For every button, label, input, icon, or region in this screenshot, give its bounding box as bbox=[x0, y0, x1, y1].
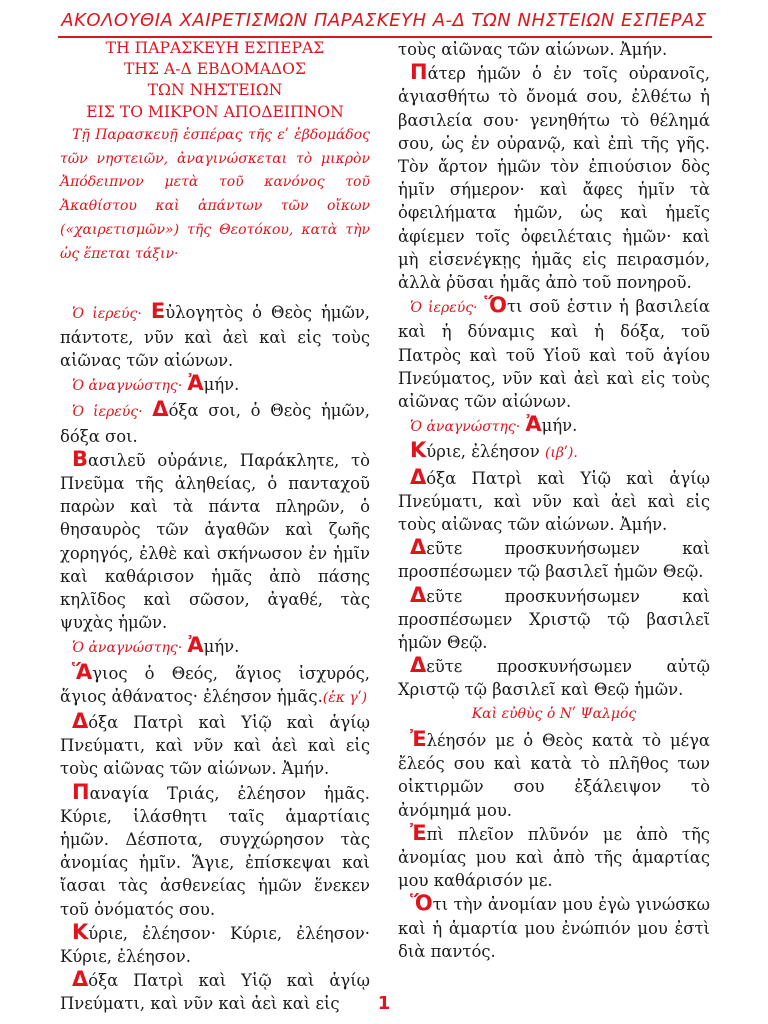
drop-initial: Ἀ bbox=[187, 633, 204, 658]
paragraph-text: μήν. bbox=[541, 416, 578, 436]
drop-initial: Ὅ bbox=[484, 293, 507, 318]
paragraph-text: εῦτε προσκυνήσωμεν αὐτῷ Χριστῷ τῷ βασιλεῖ καὶ Θεῷ ἡμῶν. bbox=[398, 657, 710, 700]
paragraph bbox=[398, 536, 710, 583]
paragraph bbox=[398, 466, 710, 537]
paragraph bbox=[398, 413, 710, 439]
drop-initial: Ἀ bbox=[187, 371, 204, 396]
left-column bbox=[60, 38, 370, 1016]
drop-initial: Ὅ bbox=[410, 891, 433, 916]
speaker-role: Ὁ ἀναγνώστης· bbox=[72, 378, 183, 395]
drop-initial: Δ bbox=[72, 967, 89, 992]
paragraph bbox=[398, 728, 710, 822]
speaker-role: Ὁ ἱερεύς· bbox=[72, 404, 143, 421]
paragraph bbox=[60, 372, 370, 398]
title-line-2: ΤΗΣ Α-Δ ΕΒΔΟΜΑΔΟΣ bbox=[124, 60, 306, 79]
running-header: ΑΚΟΛΟΥΘΙΑ ΧΑΙΡΕΤΙΣΜΩΝ ΠΑΡΑΣΚΕΥΗ Α-Δ ΤΩΝ ΝΗΣΤΕΙΩΝ ΕΣΠΕΡΑΣ bbox=[61, 10, 707, 31]
drop-initial: Β bbox=[72, 446, 89, 471]
drop-initial: Δ bbox=[152, 397, 169, 422]
drop-initial: Ἐ bbox=[410, 726, 427, 751]
paragraph bbox=[398, 38, 710, 61]
drop-initial: Κ bbox=[410, 438, 427, 463]
psalm-rubric: Καὶ εὐθὺς ὁ Νʹ Ψαλμός bbox=[471, 705, 637, 722]
paragraph-text: ὐλογητὸς ὁ Θεὸς ἡμῶν, πάντοτε, νῦν καὶ ἀεὶ καὶ εἰς τοὺς αἰῶνας τῶν αἰώνων. bbox=[60, 302, 370, 370]
paragraph-text: όξα σοι, ὁ Θεὸς ἡμῶν, δόξα σοι. bbox=[60, 401, 371, 446]
paragraph bbox=[60, 710, 370, 781]
paragraph-text: τι σοῦ ἐστιν ἡ βασιλεία καὶ ἡ δύναμις καὶ ἡ δόξα, τοῦ Πατρὸς καὶ τοῦ Υἱοῦ καὶ τοῦ ἁγίου Πνεύματος, νῦν καὶ ἀεὶ καὶ εἰς τοὺς αἰῶνας τῶν αἰώνων. bbox=[398, 297, 710, 412]
drop-initial: Δ bbox=[410, 653, 427, 678]
speaker-role: Ὁ ἱερεύς· bbox=[72, 305, 142, 322]
drop-initial: Π bbox=[410, 60, 428, 85]
paragraph-text: τοὺς αἰῶνας τῶν αἰώνων. Ἀμήν. bbox=[398, 40, 668, 59]
title-line-3: ΤΩΝ ΝΗΣΤΕΙΩΝ bbox=[147, 81, 283, 100]
paragraph-text: πὶ πλεῖον πλῦνόν με ἀπὸ τῆς ἀνομίας μου καὶ ἀπὸ τῆς ἁμαρτίας μου καθάρισόν με. bbox=[398, 824, 710, 891]
paragraph-text: αναγία Τριάς, ἐλέησον ἡμᾶς. Κύριε, ἱλάσθητι ταῖς ἁμαρτίαις ἡμῶν. Δέσποτα, συγχώρησον τὰς ἀνομίας ἡμῖν. Ἅγιε, ἐπίσκεψαι καὶ ἴασαι τὰς ἀσθενείας ἡμῶν ἕνεκεν τοῦ ὀνόματός σου. bbox=[60, 783, 370, 919]
paragraph bbox=[398, 294, 710, 413]
paragraph bbox=[398, 584, 710, 655]
paragraph-text: λέησόν με ὁ Θεὸς κατὰ τὸ μέγα ἔλεός σου καὶ κατὰ τὸ πλῆθος των οἰκτιρμῶν σου ἐξάλειψον τὸ ἀνόμημά μου. bbox=[398, 730, 710, 820]
paragraph-text: μήν. bbox=[203, 637, 240, 657]
service-title bbox=[60, 38, 370, 123]
title-line-1: ΤΗ ΠΑΡΑΣΚΕΥΗ ΕΣΠΕΡΑΣ bbox=[105, 39, 325, 57]
speaker-role: Ὁ ἀναγνώστης· bbox=[410, 419, 521, 436]
paragraph-text: τι τὴν ἀνομίαν μου ἐγὼ γινώσκω καὶ ἡ ἁμαρτία μου ἐνώπιόν μου ἐστὶ διὰ παντός. bbox=[398, 895, 710, 961]
paragraph-text: μήν. bbox=[203, 375, 240, 395]
paragraph-text: όξα Πατρὶ καὶ Υἱῷ καὶ ἁγίῳ Πνεύματι, καὶ νῦν καὶ ἀεὶ καὶ εἰς τοὺς αἰῶνας τῶν αἰώνων. Ἀμήν. bbox=[60, 713, 370, 779]
paragraph-text: όξα Πατρὶ καὶ Υἱῷ καὶ ἁγίῳ Πνεύματι, καὶ νῦν καὶ ἀεὶ καὶ εἰς τοὺς αἰῶνας τῶν αἰώνων. Ἀμήν. bbox=[398, 468, 710, 535]
paragraph-text: ύριε, ἐλέησον· Κύριε, ἐλέησον· Κύριε, ἐλέησον. bbox=[60, 923, 370, 967]
speaker-role: Ὁ ἀναγνώστης· bbox=[72, 640, 183, 657]
page-number: 1 bbox=[377, 993, 391, 1014]
paragraph bbox=[398, 61, 710, 294]
speaker-role: Ὁ ἱερεύς· bbox=[410, 300, 478, 317]
drop-initial: Δ bbox=[72, 709, 89, 734]
drop-initial: Ἐ bbox=[410, 820, 427, 845]
paragraph-text: άτερ ἡμῶν ὁ ἐν τοῖς οὐρανοῖς, ἁγιασθήτω τὸ ὄνομά σου, ἐλθέτω ἡ βασιλεία σου· γενηθήτω τὸ θέλημά σου, ὡς ἐν οὐρανῷ, καὶ ἐπὶ τῆς γῆς. Τὸν ἄρτον ἡμῶν τὸν ἐπιούσιον δὸς ἡμῖν σήμερον· καὶ ἄφες ἡμῖν τὰ ὀφειλήματα ἡμῶν, ὡς καὶ ἡμεῖς ἀφίεμεν τοῖς ὀφειλέταις ἡμῶν· καὶ μὴ εἰσενέγκῃς ἡμᾶς εἰς πειρασμόν, ἀλλὰ ῥῦσαι ἡμᾶς ἀπὸ τοῦ πονηροῦ. bbox=[398, 64, 710, 293]
paragraph-text: ασιλεῦ οὐράνιε, Παράκλητε, τὸ Πνεῦμα τῆς ἀληθείας, ὁ πανταχοῦ παρὼν καὶ τὰ πάντα πληρῶν, ὁ θησαυρὸς τῶν ἀγαθῶν καὶ ζωῆς χορηγός, ἐλθὲ καὶ σκήνωσον ἐν ἡμῖν καὶ καθάρισον ἡμᾶς ἀπὸ πάσης κηλῖδος καὶ σῶσον, ἀγαθέ, τὰς ψυχὰς ἡμῶν. bbox=[60, 450, 370, 633]
drop-initial: Δ bbox=[410, 582, 427, 607]
paragraph-text: όξα Πατρὶ καὶ Υἱῷ καὶ ἁγίῳ Πνεύματι, καὶ νῦν καὶ ἀεὶ καὶ εἰς bbox=[60, 971, 370, 1014]
paragraph bbox=[398, 822, 710, 893]
paragraph bbox=[398, 654, 710, 701]
drop-initial: Δ bbox=[410, 535, 427, 560]
paragraph bbox=[60, 921, 370, 968]
drop-initial: Κ bbox=[72, 919, 89, 944]
right-column bbox=[398, 38, 710, 963]
paragraph bbox=[60, 781, 370, 921]
drop-initial: Ε bbox=[150, 298, 166, 323]
paragraph bbox=[60, 634, 370, 660]
paragraph bbox=[398, 439, 710, 465]
paragraph bbox=[60, 448, 370, 635]
intro-rubric: Τῇ Παρασκευῇ ἑσπέρας τῆς εʹ ἑβδομάδος τῶν νηστειῶν, ἀναγινώσκεται τὸ μικρὸν Ἀπόδειπνον μετὰ τοῦ κανόνος τοῦ Ἀκαθίστου καὶ ἁπάντων τῶν οἴκων («χαιρετισμῶν») τῆς Θεοτόκου, κατὰ τὴν ὡς ἕπεται τάξιν· bbox=[60, 126, 370, 262]
drop-initial: Ἅ bbox=[72, 659, 93, 684]
repeat-count: (ἐκ γʹ) bbox=[322, 689, 368, 706]
paragraph bbox=[398, 892, 710, 963]
drop-initial: Δ bbox=[410, 464, 427, 489]
paragraph-text: γιος ὁ Θεός, ἅγιος ἰσχυρός, ἅγιος ἀθάνατος· ἐλέησον ἡμᾶς. bbox=[60, 663, 370, 706]
paragraph bbox=[60, 300, 370, 373]
paragraph-text: ύριε, ἐλέησον bbox=[426, 442, 540, 462]
paragraph bbox=[60, 661, 370, 710]
title-line-4: ΕΙΣ ΤΟ ΜΙΚΡΟΝ ΑΠΟΔΕΙΠΝΟΝ bbox=[86, 102, 344, 121]
paragraph bbox=[60, 398, 370, 447]
repeat-count: (ιβʹ). bbox=[544, 445, 578, 462]
paragraph-text: εῦτε προσκυνήσωμεν καὶ προσπέσωμεν Χριστῷ τῷ βασιλεῖ ἡμῶν Θεῷ. bbox=[398, 586, 710, 653]
drop-initial: Ἀ bbox=[525, 412, 542, 437]
paragraph-text: εῦτε προσκυνήσωμεν καὶ προσπέσωμεν τῷ βασιλεῖ ἡμῶν Θεῷ. bbox=[398, 539, 710, 582]
drop-initial: Π bbox=[72, 779, 90, 804]
